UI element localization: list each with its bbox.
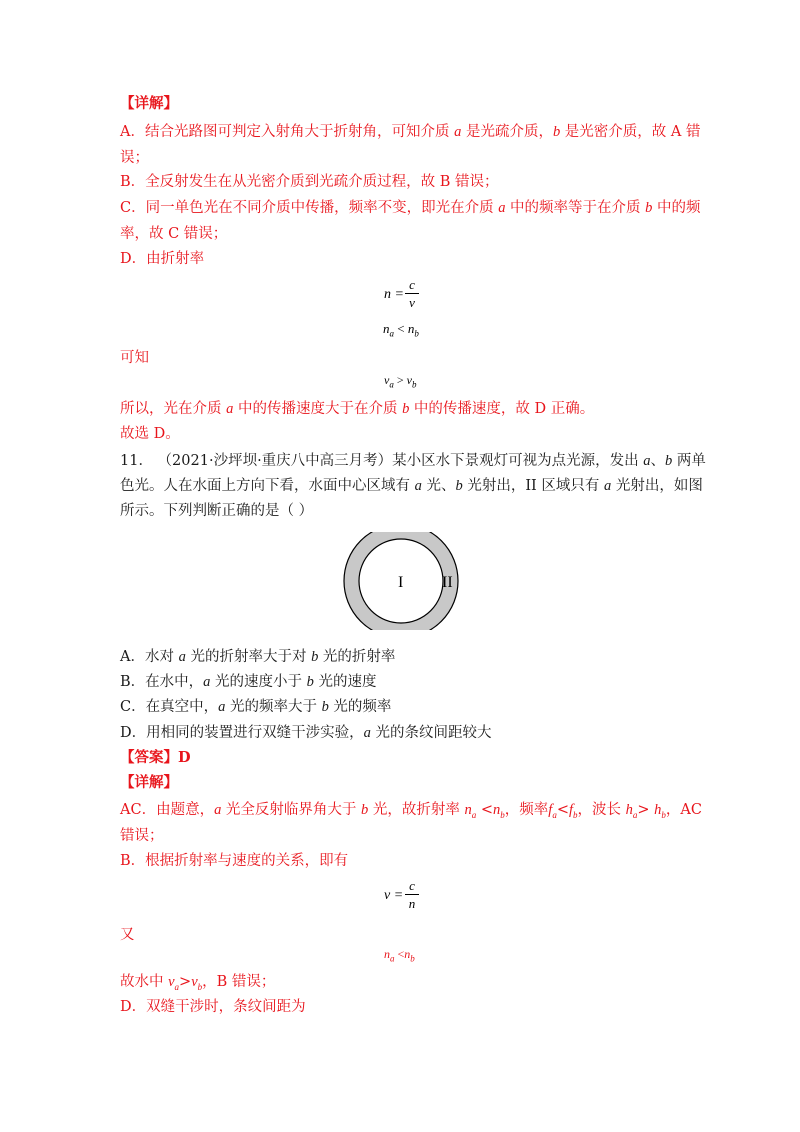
q11-option-a: A．水对 a 光的折射率大于对 b 光的折射率 (120, 649, 396, 665)
q10-option-a-explanation: A．结合光路图可判定入射角大于折射角，可知介质 a 是光疏介质，b 是光密介质，故 A 错 (120, 124, 701, 140)
fraction-c-over-v: c v (405, 277, 419, 310)
q11-stem-line3: 所示。下列判断正确的是（ ） (120, 503, 314, 519)
q10-conclusion: 所以，光在介质 a 中的传播速度大于在介质 b 中的传播速度，故 D 正确。 (120, 401, 595, 417)
q11-ac-explanation: AC．由题意，a 光全反射临界角大于 b 光，故折射率 $n_a <n_b$，频率$f_a<f_b$，波长 $h_a> h_b$，AC (120, 802, 702, 820)
q11-b-conclusion: 故水中 $v_a>v_b$，B 错误； (120, 974, 276, 992)
q11-answer: 【答案】D (120, 749, 191, 766)
equation-na-lt-nb-red: $n_a <n_b$ (384, 947, 415, 964)
q11-option-b: B．在水中，a 光的速度小于 b 光的速度 (120, 674, 377, 690)
q10-choice: 故选 D。 (120, 426, 180, 442)
equation-speed: v = (384, 888, 404, 903)
detail-heading: 【详解】 (120, 95, 178, 112)
equation-va-gt-vb: $v_a > v_b$ (384, 373, 417, 390)
q10-option-d-explanation: D．由折射率 (120, 251, 205, 267)
equation-na-lt-nb: $n_a < n_b$ (383, 321, 419, 339)
equation-refractive-index: n = (384, 287, 404, 302)
q11-option-c: C．在真空中，a 光的频率大于 b 光的频率 (120, 699, 392, 715)
q11-stem-line1: 11． （2021·沙坪坝·重庆八中高三月考）某小区水下景观灯可视为点光源，发出 a、b 两单 (120, 453, 706, 469)
q10-option-c-explanation-cont: 率，故 C 错误； (120, 226, 228, 242)
q10-option-c-explanation: C．同一单色光在不同介质中传播，频率不变，即光在介质 a 中的频率等于在介质 b 中的频 (120, 200, 701, 216)
q11-d-explanation: D．双缝干涉时，条纹间距为 (120, 999, 306, 1015)
q11-b-explanation: B．根据折射率与速度的关系，即有 (120, 853, 349, 869)
q10-know-label: 可知 (120, 350, 149, 366)
q10-option-b-explanation: B．全反射发生在从光密介质到光疏介质过程，故 B 错误； (120, 174, 499, 190)
region-label-i: I (398, 574, 404, 591)
q11-ac-explanation-cont: 错误； (120, 828, 164, 844)
q11-detail-heading: 【详解】 (120, 774, 178, 791)
q11-again-label: 又 (120, 927, 135, 943)
ring-diagram (343, 532, 459, 630)
fraction-c-over-n: c n (405, 878, 419, 911)
q11-stem-line2: 色光。人在水面上方向下看，水面中心区域有 a 光、b 光射出，II 区域只有 a 光射出，如图 (120, 478, 703, 494)
q10-option-a-explanation-cont: 误； (120, 150, 149, 166)
q11-option-d: D．用相同的装置进行双缝干涉实验，a 光的条纹间距较大 (120, 725, 492, 741)
region-label-ii: II (442, 574, 453, 591)
